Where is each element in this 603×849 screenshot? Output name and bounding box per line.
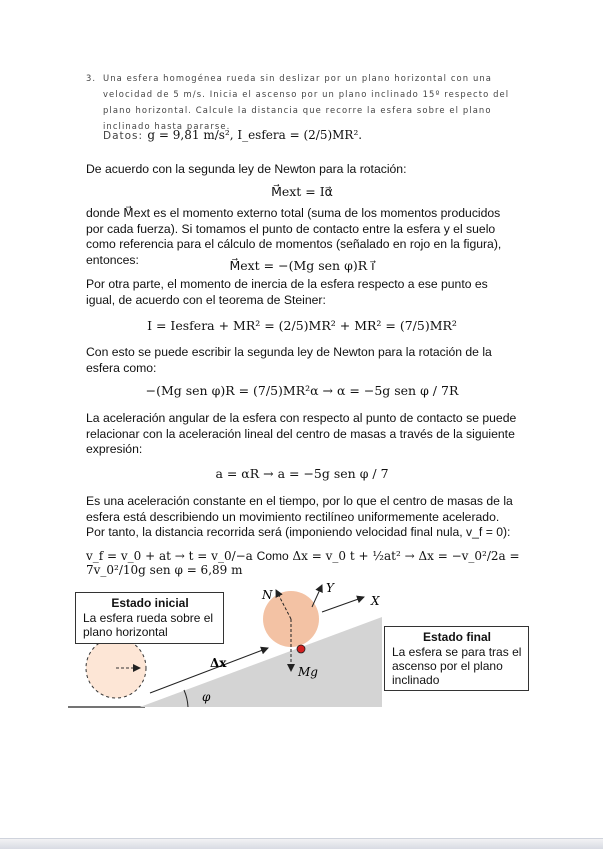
x-axis-arrow: [322, 597, 364, 612]
equation-6-post: Δx = v_0 t + ½at² → Δx = −v_0²/2a = 7v_0²/10g sen φ = 6,89 m: [86, 549, 520, 577]
initial-state-box: [75, 592, 224, 644]
equation-1: M⃗ext = Iα⃗: [271, 184, 333, 199]
y-axis-arrow: [312, 585, 322, 607]
n-label: N: [262, 588, 273, 602]
problem-text: Una esfera homogénea rueda sin deslizar por un plano horizontal con una velocidad de 5 m/s. Inicia el ascenso por un plano inclinado 15º respecto del plano horizontal. Calcule la distancia que recorre la esfera sobre el plano inclinado hasta pararse.: [103, 73, 510, 131]
x-label: X: [371, 594, 380, 608]
datos-equation: g = 9,81 m/s², I_esfera = (2/5)MR².: [147, 128, 363, 142]
phi-label: φ: [202, 690, 211, 704]
problem-number: 3.: [86, 73, 97, 83]
paragraph-2: donde M⃗ext es el momento externo total (suma de los momentos producidos por cada fuerza). Si tomamos el punto de contacto entre la esfera y el suelo como referencia para el cálculo de momentos (señalado en rojo en la figura), entonces:: [86, 206, 502, 267]
initial-state-text: La esfera rueda sobre el plano horizontal: [83, 611, 214, 639]
final-state-box: [384, 626, 529, 691]
equation-6-pre: v_f = v_0 + at → t = v_0/−a: [86, 549, 253, 563]
equation-2: M⃗ext = −(Mg sen φ)R i⃗: [229, 258, 375, 273]
contact-point: [297, 645, 305, 653]
window-bottom-bar: [0, 838, 603, 849]
equation-6-como: Como: [256, 549, 289, 563]
final-state-title: Estado final: [422, 630, 491, 644]
equation-5: a = αR → a = −5g sen φ / 7: [215, 466, 389, 481]
initial-state-title: Estado inicial: [111, 596, 189, 610]
equation-4: −(Mg sen φ)R = (7/5)MR²α → α = −5g sen φ / 7R: [145, 383, 459, 398]
y-label: Y: [326, 581, 334, 595]
datos-label: Datos:: [103, 130, 144, 142]
final-state-text: La esfera se para tras el ascenso por el plano inclinado: [392, 645, 522, 687]
paragraph-3: Por otra parte, el momento de inercia de la esfera respecto a ese punto es igual, de acuerdo con el teorema de Steiner:: [86, 277, 488, 307]
dx-label: Δx: [210, 656, 227, 670]
mg-label: Mg: [298, 665, 318, 679]
equation-6: [86, 549, 526, 577]
paragraph-5: La aceleración angular de la esfera con respecto al punto de contacto se puede relacionar con la aceleración lineal del centro de masas a través de la siguiente expresión:: [86, 411, 517, 456]
paragraph-6: Es una aceleración constante en el tiempo, por lo que el centro de masas de la esfera está describiendo un movimiento rectilíneo uniformemente acelerado. Por tanto, la distancia recorrida será (imponiendo velocidad final nula, v_f = 0):: [86, 494, 513, 539]
paragraph-4: Con esto se puede escribir la segunda ley de Newton para la rotación de la esfera como:: [86, 345, 492, 375]
paragraph-1: De acuerdo con la segunda ley de Newton para la rotación:: [86, 162, 407, 176]
equation-3: I = Iesfera + MR² = (2/5)MR² + MR² = (7/5)MR²: [147, 318, 457, 333]
problem-statement: [86, 70, 516, 134]
problem-data: [103, 128, 362, 142]
